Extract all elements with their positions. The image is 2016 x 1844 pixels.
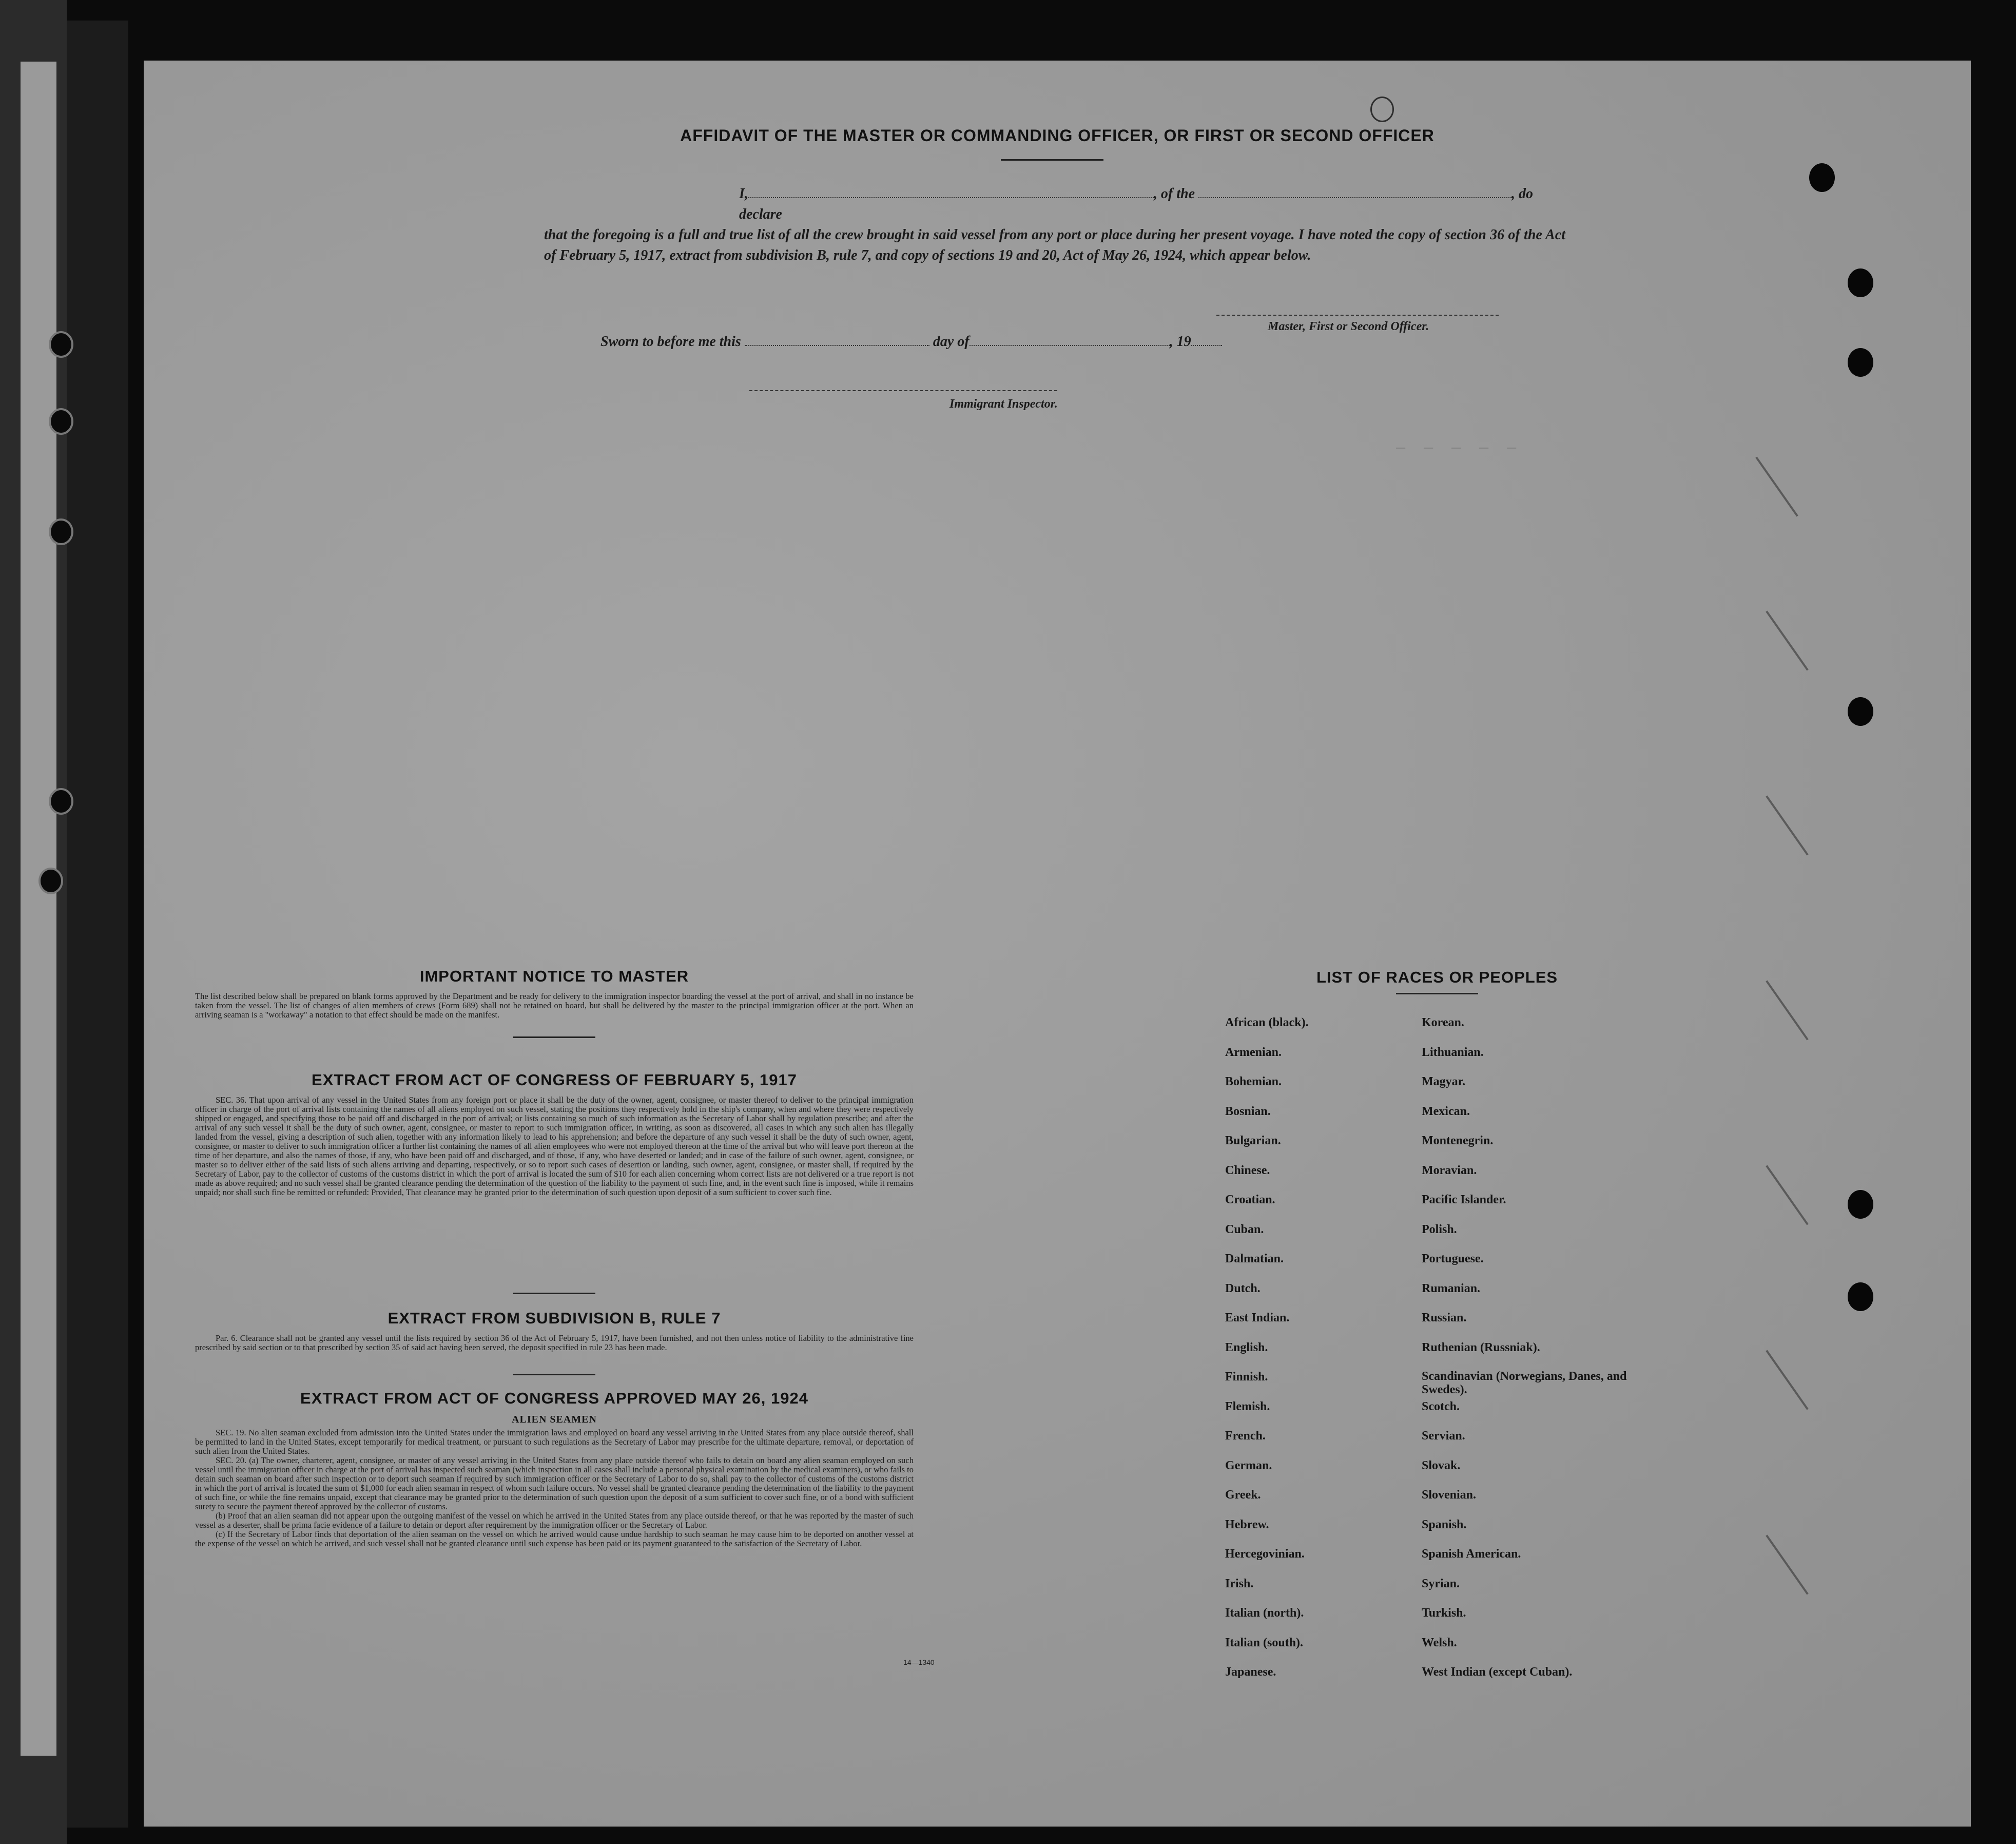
notice-body: The list described below shall be prepared on blank forms approved by the Department and be ready for delivery to the immigration inspector boarding the vessel at the port of arrival, and shall in no instance be taken from the vessel. The list of changes of alien members of crews (Form 689) shall not be retained on board, but shall be delivered by the master to the principal immigration officer at the port. When an arriving seaman is a "workaway" a notation to that effect should be made on the manifest. <box>195 991 914 1020</box>
race-item: Hebrew. <box>1225 1518 1269 1531</box>
race-item: Irish. <box>1225 1577 1254 1590</box>
punch-hole <box>1848 1282 1873 1311</box>
sec-19-text: SEC. 19. No alien seaman excluded from admission into the United States under the immigration laws and employed on board any vessel arriving in the United States from any place outside thereof, shall be permitted to land in the United States, except temporarily for medical treatment, or pursuant to such regulations as the Secretary of Labor may prescribe for the ultimate departure, removal, or deportation of such alien from the United States. <box>195 1428 914 1456</box>
punch-hole <box>49 518 73 545</box>
bleed-through-text: ─ ─ ─ ─ ─ <box>1396 440 1517 458</box>
races-title: LIST OF RACES OR PEOPLES <box>1316 968 1558 986</box>
section-36-text: SEC. 36. That upon arrival of any vessel in the United States from any foreign port or place it shall be the duty of the owner, agent, consignee, or master thereof to deliver to the principal immigration officer in charge of the port of arrival lists containing the names of all aliens employed on such vessel, stating the positions they respectively hold in the ship's company, when and where they were respectively shipped or engaged, and specifying those to be paid off and discharged in the port of arrival; or lists containing so much of such information as the Secretary of Labor shall by regulation prescribe; and after the arrival of any such vessel it shall be the duty of such owner, agent, consignee, or master to report to such immigration officer, in writing, as soon as discovered, all cases in which any such alien has illegally landed from the vessel, giving a description of such alien, together with any information likely to lead to his apprehension; and before the departure of any such vessel it shall be the duty of such owner, agent, consignee, or master to deliver to such immigration officer a further list containing the names of all alien employees who were not employed thereon at the time of the arrival but who will leave port thereon at the time of her departure, and also the names of those, if any, who have been paid off and discharged, and of those, if any, who have deserted or landed; and in case of the failure of such owner, agent, consignee, or master so to deliver either of the said lists of such aliens arriving and departing, respectively, or so to report such cases of desertion or landing, such owner, agent, consignee, or master shall, if required by the Secretary of Labor, pay to the collector of customs of the customs district in which the port of arrival is located the sum of $10 for each alien concerning whom correct lists are not delivered or a true report is not made as above required; and no such vessel shall be granted clearance pending the determination of the question of the liability to the payment of such fine, and, in the event such fine is imposed, while it remains unpaid; nor shall such fine be remitted or refunded: Provided, That clearance may be granted prior to the determination of such question upon deposit of a sum sufficient to cover such fine. <box>195 1095 914 1197</box>
inspector-signature-line[interactable] <box>749 390 1057 391</box>
notice-title: IMPORTANT NOTICE TO MASTER <box>419 967 689 985</box>
sworn-day-of: day of <box>933 334 970 350</box>
binding-shadow <box>67 21 128 1828</box>
adjacent-page-edge-light <box>21 62 56 1756</box>
sworn-text: Sworn to before me this <box>600 334 741 350</box>
race-item: Magyar. <box>1422 1075 1466 1088</box>
races-list-right <box>1422 1015 1647 1695</box>
sworn-month-field[interactable] <box>970 345 1170 346</box>
race-item: Turkish. <box>1422 1606 1466 1620</box>
pencil-check-mark <box>1766 1535 1809 1595</box>
affidavit-of-the: , of the <box>1153 186 1195 202</box>
section-rule <box>1396 993 1478 994</box>
race-item: French. <box>1225 1429 1266 1443</box>
race-item: Croatian. <box>1225 1193 1275 1206</box>
race-item: Spanish. <box>1422 1518 1467 1531</box>
race-item: German. <box>1225 1458 1272 1472</box>
form-number: 14—1340 <box>903 1658 935 1666</box>
sworn-year: , 19 <box>1169 334 1191 350</box>
alien-seamen-subtitle: ALIEN SEAMEN <box>512 1414 597 1425</box>
race-item: Russian. <box>1422 1311 1467 1324</box>
sworn-year-field[interactable] <box>1191 345 1222 346</box>
sec-20a-text: SEC. 20. (a) The owner, charterer, agent, consignee, or master of any vessel arriving in the United States from any place outside thereof who fails to detain on board any alien seaman employed on such vessel until the immigration officer in charge at the port of arrival has inspected such seaman (which inspection in all cases shall include a personal physical examination by the medical examiners), or who fails to detain such seaman on board after such inspection or to deport such seaman if required by such immigration officer or the Secretary of Labor to do so, shall pay to the collector of customs of the customs district in which the port of arrival is located the sum of $1,000 for each alien seaman in respect of whom such failure occurs. No vessel shall be granted clearance pending the determination of the liability to the payment of such fine, or while the fine remains unpaid, except that clearance may be granted prior to the determination of such question upon the deposit of a sum sufficient to cover such fine, or of a bond with sufficient surety to secure the payment thereof approved by the collector of customs. <box>195 1455 914 1511</box>
sworn-day-field[interactable] <box>745 345 929 346</box>
race-item: Italian (north). <box>1225 1606 1304 1620</box>
punch-hole <box>1370 97 1394 122</box>
name-field[interactable] <box>748 197 1154 198</box>
rule-7-title: EXTRACT FROM SUBDIVISION B, RULE 7 <box>387 1309 721 1327</box>
race-item: Korean. <box>1422 1016 1464 1029</box>
punch-hole <box>1848 348 1873 377</box>
race-item: Hercegovinian. <box>1225 1547 1305 1561</box>
affidavit-i: I, <box>739 186 748 202</box>
race-item: Montenegrin. <box>1422 1134 1494 1147</box>
punch-hole <box>49 408 73 435</box>
punch-hole <box>1848 268 1873 297</box>
race-item: Scandinavian (Norwegians, Danes, and Swedes). <box>1422 1370 1627 1396</box>
affidavit-body: that the foregoing is a full and true list of all the crew brought in said vessel from any port or place during her present voyage. I have noted the copy of section 36 of the Act of February 5, 1917, extract from subdivision B, rule 7, and copy of sections 19 and 20, Act of May 26, 1924, which appear below. <box>544 227 1565 263</box>
extract-1924-body <box>195 1428 914 1548</box>
race-item: Servian. <box>1422 1429 1465 1443</box>
race-item: Polish. <box>1422 1222 1457 1236</box>
race-item: Pacific Islander. <box>1422 1193 1506 1206</box>
race-item: Armenian. <box>1225 1045 1282 1059</box>
race-item: Bosnian. <box>1225 1104 1271 1118</box>
punch-hole <box>1848 697 1873 726</box>
race-item: Italian (south). <box>1225 1636 1304 1649</box>
master-label: Master, First or Second Officer. <box>1268 320 1429 333</box>
section-rule <box>513 1036 595 1038</box>
title-rule <box>1001 159 1103 161</box>
race-item: Dalmatian. <box>1225 1252 1284 1265</box>
pencil-check-mark <box>1766 611 1809 671</box>
race-item: Moravian. <box>1422 1163 1477 1177</box>
par-6-text: Par. 6. Clearance shall not be granted any vessel until the lists required by section 36 of the Act of February 5, 1917, have been furnished, and not then unless notice of liability to the administrative fine prescribed by said section or to that prescribed by section 35 of said act having been served, the deposit specified in rule 23 has been made. <box>195 1333 914 1352</box>
punch-hole <box>1809 163 1835 192</box>
race-item: Chinese. <box>1225 1163 1270 1177</box>
sec-20c-text: (c) If the Secretary of Labor finds that deportation of the alien seaman on the vessel on which he arrived would cause undue hardship to such seaman he may cause him to be deported on another vessel at the expense of the vessel on which he arrived, and such vessel shall not be granted clearance until such expense has been paid or its payment guaranteed to the satisfaction of the Secretary of Labor. <box>195 1529 914 1548</box>
race-item: English. <box>1225 1340 1268 1354</box>
section-rule <box>513 1374 595 1375</box>
race-item: Dutch. <box>1225 1281 1261 1295</box>
races-list-left <box>1225 1015 1420 1695</box>
sworn-line <box>600 332 1473 352</box>
race-item: West Indian (except Cuban). <box>1422 1665 1573 1679</box>
race-item: Lithuanian. <box>1422 1045 1484 1059</box>
pencil-check-mark <box>1766 1165 1809 1225</box>
race-item: Cuban. <box>1225 1222 1264 1236</box>
document-page <box>144 61 1971 1827</box>
punch-hole <box>49 788 73 815</box>
race-item: Rumanian. <box>1422 1281 1481 1295</box>
punch-hole <box>38 868 63 894</box>
rule-7-body <box>195 1334 914 1352</box>
inspector-label: Immigrant Inspector. <box>949 397 1058 411</box>
race-item: Flemish. <box>1225 1399 1270 1413</box>
punch-hole <box>49 331 73 358</box>
master-signature-line[interactable] <box>1216 315 1499 316</box>
race-item: East Indian. <box>1225 1311 1290 1324</box>
race-item: Greek. <box>1225 1488 1261 1502</box>
race-item: Mexican. <box>1422 1104 1470 1118</box>
race-item: Slovenian. <box>1422 1488 1477 1502</box>
sec-20b-text: (b) Proof that an alien seaman did not appear upon the outgoing manifest of the vessel on which he arrived in the United States from any place outside thereof, or that he was reported by the master of such vessel as a deserter, shall be prima facie evidence of a failure to detain or deport after requirement by the immigration officer or the Secretary of Labor. <box>195 1511 914 1530</box>
affidavit-text <box>544 184 1565 266</box>
race-item: Welsh. <box>1422 1636 1457 1649</box>
race-item: Finnish. <box>1225 1370 1268 1384</box>
race-item: Scotch. <box>1422 1399 1460 1413</box>
affidavit-declare: , do declare <box>739 186 1534 222</box>
race-item: African (black). <box>1225 1016 1309 1029</box>
race-item: Portuguese. <box>1422 1252 1484 1265</box>
extract-1917-title: EXTRACT FROM ACT OF CONGRESS OF FEBRUARY 5, 1917 <box>312 1071 797 1089</box>
pencil-check-mark <box>1766 796 1809 856</box>
extract-1924-title: EXTRACT FROM ACT OF CONGRESS APPROVED MAY 26, 1924 <box>300 1389 808 1407</box>
race-item: Spanish American. <box>1422 1547 1521 1561</box>
vessel-field[interactable] <box>1198 197 1511 198</box>
race-item: Japanese. <box>1225 1665 1276 1679</box>
pencil-check-mark <box>1766 981 1809 1041</box>
race-item: Bulgarian. <box>1225 1134 1281 1147</box>
section-rule <box>513 1293 595 1294</box>
pencil-check-mark <box>1766 1350 1809 1410</box>
race-item: Ruthenian (Russniak). <box>1422 1340 1540 1354</box>
race-item: Bohemian. <box>1225 1075 1282 1088</box>
punch-hole <box>1848 1190 1873 1219</box>
pencil-check-mark <box>1755 457 1798 517</box>
extract-1917-body <box>195 1096 914 1197</box>
affidavit-title: AFFIDAVIT OF THE MASTER OR COMMANDING OFFICER, OR FIRST OR SECOND OFFICER <box>680 126 1435 145</box>
race-item: Syrian. <box>1422 1577 1460 1590</box>
race-item: Slovak. <box>1422 1458 1461 1472</box>
